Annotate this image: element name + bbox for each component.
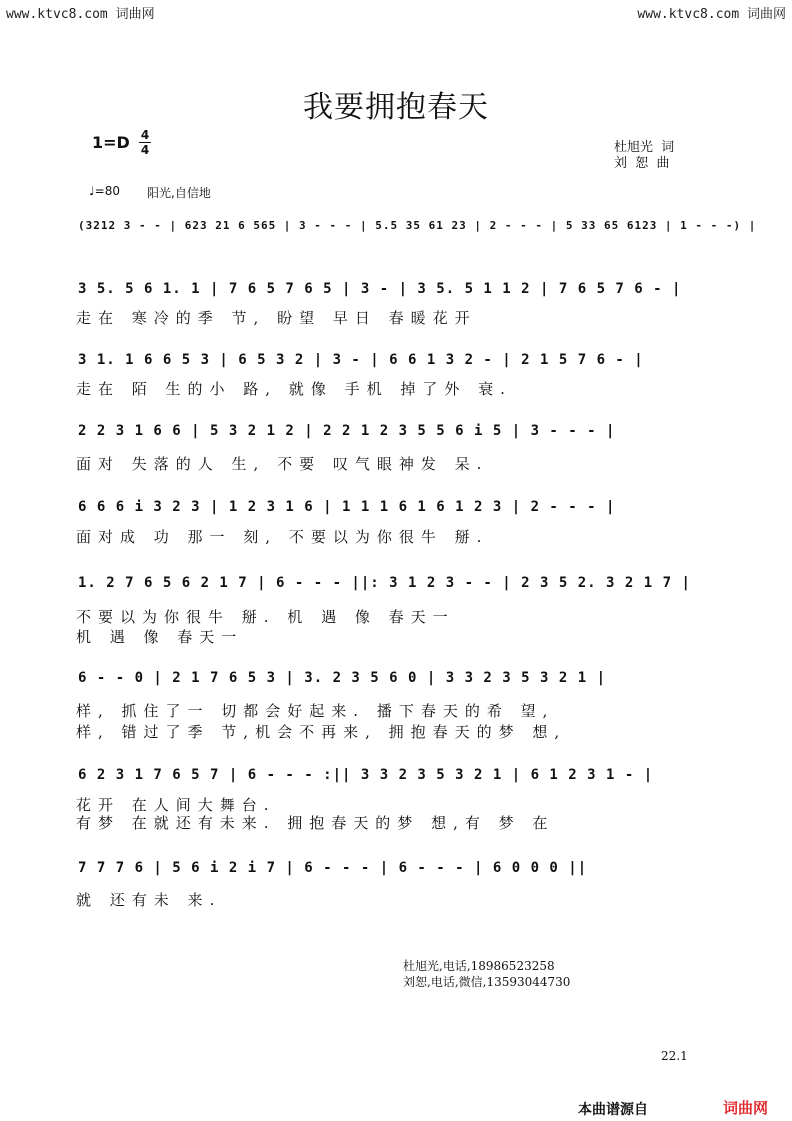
notation-system-7: 6 - - 0 | 2 1 7 6 5 3 | 3. 2 3 5 6 0 | 3 3 2 3 5 3 2 1 | (78, 670, 607, 686)
lyrics-line-8b: 有梦 在就还有未来. 拥抱春天的梦 想,有 梦 在 (76, 814, 555, 832)
lyrics-line-3a: 走在 陌 生的小 路, 就像 手机 掉了外 衰. (76, 380, 512, 398)
notation-system-4: 2 2 3 1 6 6 | 5 3 2 1 2 | 2 2 1 2 3 5 5 6 i 5 | 3 - - - | (78, 423, 616, 439)
composer: 刘 恕 曲 (614, 156, 670, 171)
notation-system-6: 1. 2 7 6 5 6 2 1 7 | 6 - - - ||: 3 1 2 3 - - | 2 3 5 2. 3 2 1 7 | (78, 575, 691, 591)
lyrics-line-7a: 样, 抓住了一 切都会好起来. 播下春天的希 望, (76, 702, 555, 720)
time-signature-bottom: 4 (140, 143, 150, 157)
key-signature: 1=D (92, 133, 130, 152)
expression-mark: 阳光,自信地 (147, 186, 211, 200)
contact-line-1: 杜旭光,电话,18986523258 (403, 959, 555, 973)
lyrics-line-7b: 样, 错过了季 节,机会不再来, 拥抱春天的梦 想, (76, 723, 567, 741)
tempo-mark: ♩=80 (89, 184, 120, 198)
lyrics-line-5a: 面对成 功 那一 刻, 不要以为你很牛 掰. (76, 528, 489, 546)
lyrics-line-8a: 花开 在人间大舞台. (76, 796, 276, 814)
page-date: 22.1 (661, 1049, 688, 1063)
contact-line-2: 刘恕,电话,微信,13593044730 (403, 975, 571, 989)
notation-system-1: (3212 3 - - | 623 21 6 565 | 3 - - - | 5.5 35 61 23 | 2 - - - | 5 33 65 6123 | 1 - - -) | (78, 219, 757, 232)
song-title: 我要拥抱春天 (303, 90, 489, 125)
time-signature-top: 4 (140, 128, 150, 142)
contact-info (403, 958, 570, 990)
credits (614, 140, 674, 172)
brand-logo: 词曲网 (723, 1099, 769, 1117)
notation-system-8: 6 2 3 1 7 6 5 7 | 6 - - - :|| 3 3 2 3 5 3 2 1 | 6 1 2 3 1 - | (78, 767, 654, 783)
watermark-right: www.ktvc8.com 词曲网 (637, 7, 786, 22)
watermark-left: www.ktvc8.com 词曲网 (6, 7, 155, 22)
notation-system-5: 6 6 6 i 3 2 3 | 1 2 3 1 6 | 1 1 1 6 1 6 1 2 3 | 2 - - - | (78, 499, 616, 515)
lyricist: 杜旭光 词 (614, 140, 675, 155)
source-label: 本曲谱源自 (578, 1102, 648, 1118)
time-signature (139, 129, 151, 156)
lyrics-line-6a: 不要以为你很牛 掰. 机 遇 像 春天一 (76, 608, 455, 626)
notation-system-2: 3 5. 5 6 1. 1 | 7 6 5 7 6 5 | 3 - | 3 5. 5 1 1 2 | 7 6 5 7 6 - | (78, 281, 682, 297)
lyrics-line-2a: 走在 寒冷的季 节, 盼望 早日 春暖花开 (76, 309, 477, 327)
lyrics-line-6b: 机 遇 像 春天一 (76, 628, 244, 646)
notation-system-9: 7 7 7 6 | 5 6 i 2 i 7 | 6 - - - | 6 - - - | 6 0 0 0 || (78, 860, 588, 876)
notation-system-3: 3 1. 1 6 6 5 3 | 6 5 3 2 | 3 - | 6 6 1 3 2 - | 2 1 5 7 6 - | (78, 352, 644, 368)
lyrics-line-9a: 就 还有未 来. (76, 891, 222, 909)
lyrics-line-4a: 面对 失落的人 生, 不要 叹气眼神发 呆. (76, 455, 489, 473)
